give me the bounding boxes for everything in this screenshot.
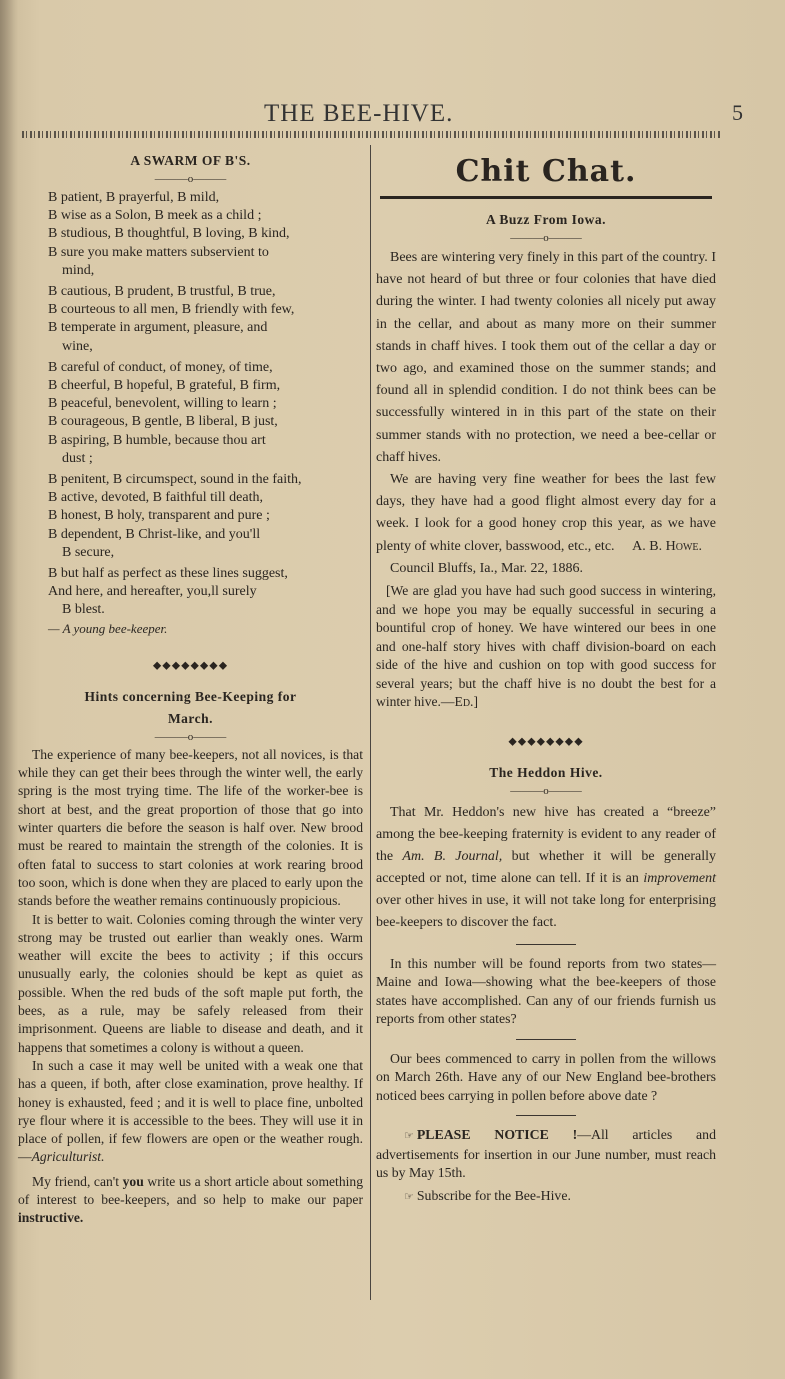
poem-line: mind, bbox=[62, 262, 95, 278]
poem-separator: ———o——— bbox=[154, 173, 227, 185]
left-column bbox=[18, 150, 363, 1228]
poem-body bbox=[18, 189, 363, 638]
poem-line: B cheerful, B hopeful, B grateful, B firm, bbox=[48, 378, 281, 394]
short-rule bbox=[516, 1039, 576, 1040]
poem-line: B aspiring, B humble, because thou art bbox=[48, 432, 266, 448]
poem-line: B careful of conduct, of money, of time, bbox=[48, 359, 273, 375]
hints-paragraph-1: The experience of many bee-keepers, not all novices, is that while they can get their bees through the winter well, the early spring is the most trying time. The life of the worker-bee is short at best, and the great proportion of those that go into winter quarters die before the season is half over. New brood must be reared to maintain the strength of the colonies. It is often fatal to success to start colonies at work rearing brood too soon, which is done when they are placed to early upon the stands before the weather remains continuously propicious. bbox=[18, 746, 363, 909]
heddon-title: The Heddon Hive. bbox=[489, 764, 603, 780]
hints-paragraph-2: It is better to wait. Colonies coming through the winter very strong may be trusted out earlier than weakly ones. Warm weather will excite the bees to activity ; if this occurs unusually early, the colonies should be kept as quiet as possible. When the red buds of the soft maple put forth, the bees, as a rule, may be safely released from their imprisonment. Queens are liable to disease and death, and it happens that sometimes a colony is without a queen. bbox=[18, 911, 363, 1055]
buzz-location: Council Bluffs, Ia., Mar. 22, 1886. bbox=[390, 561, 584, 577]
buzz-signature: A. B. Howe. bbox=[632, 538, 702, 554]
hints-separator: ———o——— bbox=[154, 730, 227, 743]
heddon-improvement: improvement bbox=[643, 870, 716, 886]
chit-chat-title: Chit Chat. bbox=[455, 154, 637, 189]
chit-chat-rule bbox=[380, 196, 712, 199]
page-edge-shadow bbox=[0, 0, 18, 1379]
column-divider bbox=[370, 145, 371, 1300]
hints-paragraph-3 bbox=[18, 1057, 363, 1167]
note-reports: In this number will be found reports from two states—Maine and Iowa—showing what the bee-keepers of those states have accomplished. Can any of our friends furnish us reports from other states? bbox=[376, 955, 716, 1027]
subscribe-line bbox=[376, 1187, 716, 1207]
buzz-paragraph-2-text: We are having very fine weather for bees the last few days, they have had a good flight almost every day for a week. I look for a good honey crop this year, as we have plenty of white clover, basswood, etc., etc. bbox=[376, 472, 716, 554]
heddon-p1-a: That Mr. Heddon's new hive has created a “breeze” among the bee-keeping fraternity is evident to any reader of the bbox=[376, 804, 716, 864]
poem-line: B active, devoted, B faithful till death, bbox=[48, 490, 263, 506]
fleuron-ornament: ⬥⬥⬥⬥⬥⬥⬥⬥ bbox=[152, 657, 229, 672]
editor-note bbox=[376, 582, 716, 712]
hints-paragraph-4 bbox=[18, 1173, 363, 1228]
heddon-paragraph bbox=[376, 802, 716, 934]
hints-title-line2: March. bbox=[167, 710, 214, 726]
poem-line: B peaceful, benevolent, willing to learn ; bbox=[48, 396, 277, 412]
hints-p4-a: My friend, can't bbox=[32, 1173, 123, 1189]
heddon-journal: Am. B. Journal, bbox=[402, 848, 503, 864]
poem-line: B dependent, B Christ-like, and you'll bbox=[48, 526, 261, 542]
short-rule bbox=[516, 944, 576, 945]
hints-p4-b: write us a short article about something of interest to bee-keepers, and so help to make our paper bbox=[18, 1173, 363, 1207]
hints-title: Hints concerning Bee-Keeping for bbox=[84, 688, 297, 704]
poem-line: B patient, B prayerful, B mild, bbox=[48, 190, 220, 205]
poem-line: B cautious, B prudent, B trustful, B true, bbox=[48, 284, 276, 300]
editor-note-text: [We are glad you have had such good success in wintering, and we hope you may be equally successful in securing a bountiful crop of honey. We have wintered our bees in one and one-half story hives with chaff division-board on each side of the hive and cushion on top with good success for several years; but the chaff hive is no doubt the best for a winter hive.— bbox=[376, 583, 716, 710]
poem-line: B sure you make matters subservient to bbox=[48, 244, 269, 260]
page-number: 5 bbox=[732, 100, 743, 125]
buzz-separator: ———o——— bbox=[510, 232, 582, 244]
poem-line: And here, and hereafter, you,ll surely bbox=[48, 584, 257, 600]
hints-p4-instructive: instructive. bbox=[18, 1210, 84, 1226]
poem-line: B blest. bbox=[62, 602, 105, 618]
subscribe-text: Subscribe for the Bee-Hive. bbox=[416, 1187, 571, 1203]
short-rule bbox=[516, 1115, 576, 1116]
poem-line: B but half as perfect as these lines suggest, bbox=[48, 566, 288, 582]
notice-paragraph bbox=[376, 1126, 716, 1183]
hints-p4-you: you bbox=[122, 1173, 144, 1189]
hints-source: Agriculturist. bbox=[31, 1149, 105, 1165]
notice-heading: PLEASE NOTICE ! bbox=[416, 1127, 578, 1143]
right-column bbox=[376, 150, 716, 1206]
fleuron-ornament-right: ⬥⬥⬥⬥⬥⬥⬥⬥ bbox=[508, 733, 584, 748]
poem-line: B penitent, B circumspect, sound in the faith, bbox=[48, 472, 302, 488]
page-header bbox=[0, 100, 785, 130]
buzz-body bbox=[376, 247, 716, 580]
header-rule bbox=[22, 131, 722, 138]
heddon-p1-b: but whether it will be generally accepted or not, time alone can tell. If it is an bbox=[376, 848, 717, 886]
notice-body: —All articles and advertisements for insertion in our June number, must reach us by May 15th. bbox=[376, 1127, 716, 1181]
pointing-hand-icon: ☞ bbox=[404, 1130, 413, 1143]
poem-title: A SWARM OF B'S. bbox=[130, 153, 251, 168]
buzz-paragraph-1: Bees are wintering very finely in this part of the country. I have not heard of but three or four colonies that have died during the winter. I had twenty colonies all nicely put away in the cellar, and about as many more on their summer stands in chaff hives. I took them out of the cellar a day or two ago, and examined those on the summer stands; and found all in splendid condition. I do not think bees can be successfully wintered in in this part of the state on their summer stands with no protection, we need a bee-cellar or chaff hives. bbox=[376, 250, 716, 465]
poem-attribution: — A young bee-keeper. bbox=[48, 620, 168, 636]
heddon-separator: ———o——— bbox=[510, 784, 582, 797]
note-pollen: Our bees commenced to carry in pollen from the willows on March 26th. Have any of our New England bee-brothers noticed bees carrying in pollen before above date ? bbox=[376, 1050, 716, 1103]
poem-line: B courteous to all men, B friendly with few, bbox=[48, 302, 295, 318]
poem-line: B wise as a Solon, B meek as a child ; bbox=[48, 208, 262, 224]
hints-body bbox=[18, 746, 363, 1228]
buzz-title: A Buzz From Iowa. bbox=[486, 212, 606, 227]
poem-line: B studious, B thoughtful, B loving, B kind, bbox=[48, 226, 290, 242]
heddon-p1-c: over other hives in use, it will not take long for enterprising bee-keepers to discover the fact. bbox=[376, 892, 716, 930]
poem-line: dust ; bbox=[62, 450, 93, 466]
poem-line: wine, bbox=[62, 338, 93, 354]
editor-note-signature: Ed.] bbox=[454, 694, 478, 710]
pointing-hand-icon: ☞ bbox=[404, 1190, 413, 1203]
hints-paragraph-3-text: In such a case it may well be united with a weak one that has a queen, if both, after close examination, prove healthy. If honey is exhausted, feed ; and it is well to place fine, unbolted rye flour where it is accessible to the bees. They will use it in place of pollen, if few flowers are open or the weather rough.— bbox=[18, 1057, 363, 1165]
page-title: THE BEE-HIVE. bbox=[264, 100, 454, 127]
poem-line: B honest, B holy, transparent and pure ; bbox=[48, 508, 270, 524]
poem-line: B courageous, B gentle, B liberal, B just, bbox=[48, 414, 278, 430]
poem-line: B temperate in argument, pleasure, and bbox=[48, 320, 268, 336]
poem-line: B secure, bbox=[62, 544, 115, 560]
